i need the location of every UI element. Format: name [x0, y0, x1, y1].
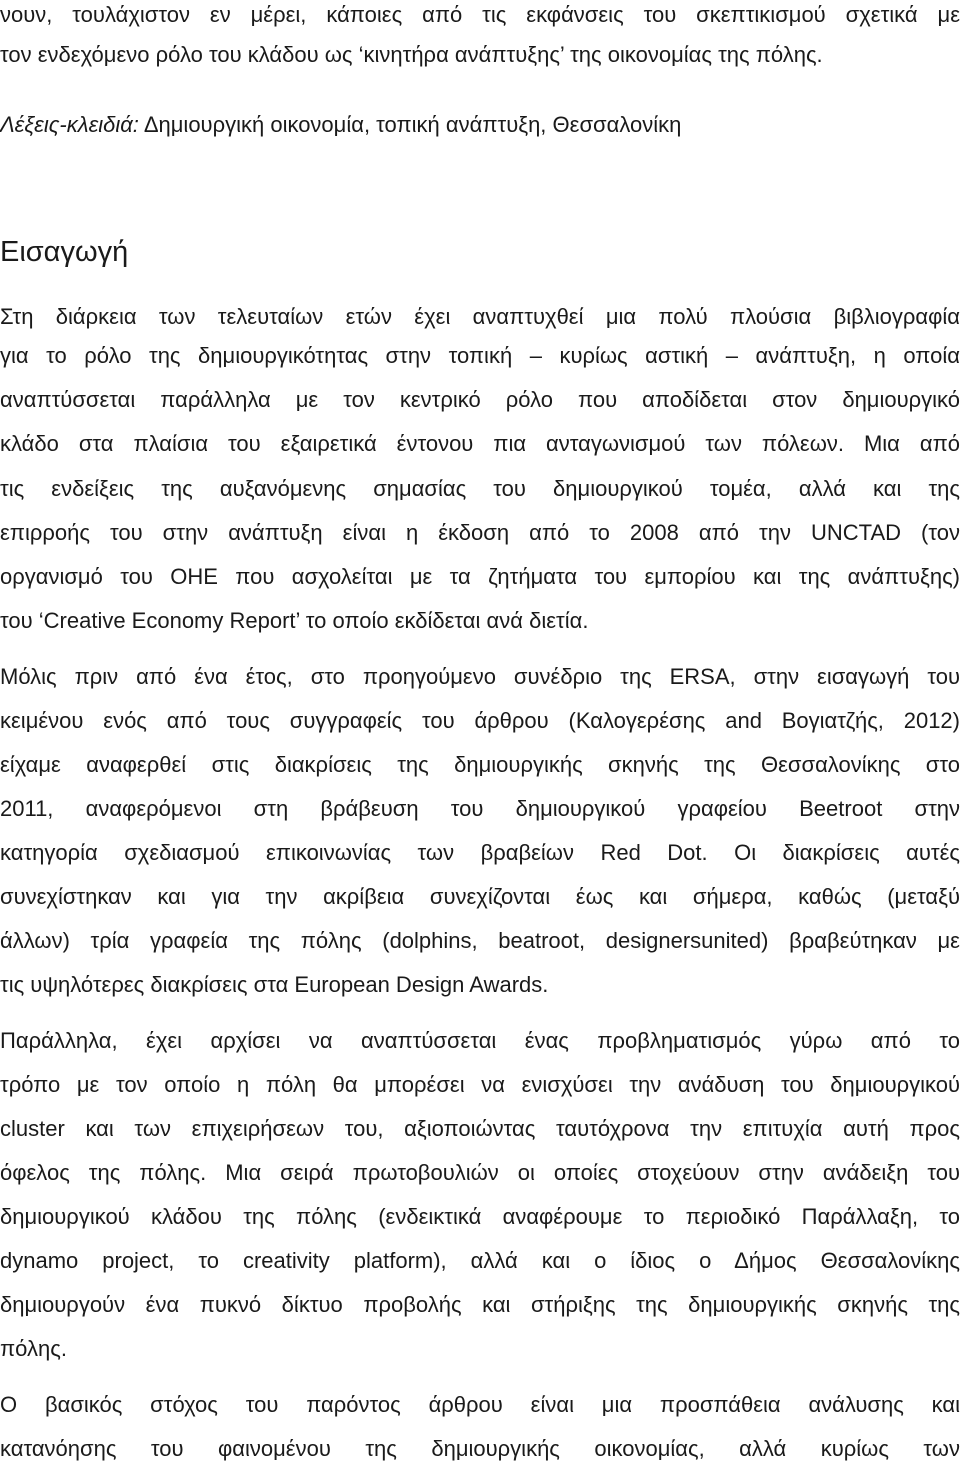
paragraph-line: όφελος της πόλης. Μια σειρά πρωτοβουλιών οι οποίες στοχεύουν στην ανάδειξη του: [0, 1160, 960, 1185]
intro-line: τον ενδεχόμενο ρόλο του κλάδου ως ‘κινητήρα ανάπτυξης’ της οικονομίας της πόλης.: [0, 42, 823, 67]
paragraph-line: τρόπο με τον οποίο η πόλη θα μπορέσει να ενισχύσει την ανάδυση του δημιουργικού: [0, 1072, 960, 1097]
paragraph-line: Ο βασικός στόχος του παρόντος άρθρου είναι μια προσπάθεια ανάλυσης και: [0, 1392, 960, 1417]
paragraph-line: Στη διάρκεια των τελευταίων ετών έχει αναπτυχθεί μια πολύ πλούσια βιβλιογραφία: [0, 304, 960, 329]
paragraph-line: cluster και των επιχειρήσεων του, αξιοποιώντας ταυτόχρονα την επιτυχία αυτή προς: [0, 1116, 960, 1141]
section-heading: Εισαγωγή: [0, 236, 129, 268]
keywords-label: Λέξεις-κλειδιά:: [0, 112, 139, 137]
keywords-line: [0, 110, 681, 140]
paragraph-line: 2011, αναφερόμενοι στη βράβευση του δημιουργικού γραφείου Beetroot στην: [0, 796, 960, 821]
paragraph-line: κατηγορία σχεδιασμού επικοινωνίας των βραβείων Red Dot. Οι διακρίσεις αυτές: [0, 840, 960, 865]
paragraph-line: αναπτύσσεται παράλληλα με τον κεντρικό ρόλο που αποδίδεται στον δημιουργικό: [0, 387, 960, 412]
paragraph-line: Μόλις πριν από ένα έτος, στο προηγούμενο συνέδριο της ERSA, στην εισαγωγή του: [0, 664, 960, 689]
paragraph-line: άλλων) τρία γραφεία της πόλης (dolphins, beatroot, designersunited) βραβεύτηκαν με: [0, 928, 960, 953]
paragraph-line: Παράλληλα, έχει αρχίσει να αναπτύσσεται ένας προβληματισμός γύρω από το: [0, 1028, 960, 1053]
paragraph-line: δημιουργούν ένα πυκνό δίκτυο προβολής και στήριξης της δημιουργικής σκηνής της: [0, 1292, 960, 1317]
intro-line: νουν, τουλάχιστον εν μέρει, κάποιες από τις εκφάνσεις του σκεπτικισμού σχετικά με: [0, 2, 960, 27]
paragraph-line: επιρροής του στην ανάπτυξη είναι η έκδοση από το 2008 από την UNCTAD (τον: [0, 520, 960, 545]
paragraph-line: για το ρόλο της δημιουργικότητας στην τοπική – κυρίως αστική – ανάπτυξη, η οποία: [0, 343, 960, 368]
paragraph-line: πόλης.: [0, 1336, 67, 1361]
paragraph-line: του ‘Creative Economy Report’ το οποίο εκδίδεται ανά διετία.: [0, 608, 589, 633]
paragraph-line: δημιουργικού κλάδου της πόλης (ενδεικτικά αναφέρουμε το περιοδικό Παράλλαξη, το: [0, 1204, 960, 1229]
paragraph-line: τις υψηλότερες διακρίσεις στα European Design Awards.: [0, 972, 549, 997]
paragraph-line: κατανόησης του φαινομένου της δημιουργικής οικονομίας, αλλά κυρίως των: [0, 1436, 960, 1461]
paragraph-line: τις ενδείξεις της αυξανόμενης σημασίας του δημιουργικού τομέα, αλλά και της: [0, 476, 960, 501]
keywords-terms: Δημιουργική οικονομία, τοπική ανάπτυξη, Θεσσαλονίκη: [143, 112, 682, 137]
paragraph-line: είχαμε αναφερθεί στις διακρίσεις της δημιουργικής σκηνής της Θεσσαλονίκης στο: [0, 752, 960, 777]
paragraph-line: κειμένου ενός από τους συγγραφείς του άρθρου (Καλογερέσης and Βογιατζής, 2012): [0, 708, 960, 733]
paragraph-line: dynamo project, το creativity platform), αλλά και ο ίδιος ο Δήμος Θεσσαλονίκης: [0, 1248, 960, 1273]
paragraph-line: οργανισμό του ΟΗΕ που ασχολείται με τα ζητήματα του εμπορίου και της ανάπτυξης): [0, 564, 960, 589]
paragraph-line: συνεχίστηκαν και για την ακρίβεια συνεχίζονται έως και σήμερα, καθώς (μεταξύ: [0, 884, 960, 909]
paragraph-line: κλάδο στα πλαίσια του εξαιρετικά έντονου πια ανταγωνισμού των πόλεων. Μια από: [0, 431, 960, 456]
